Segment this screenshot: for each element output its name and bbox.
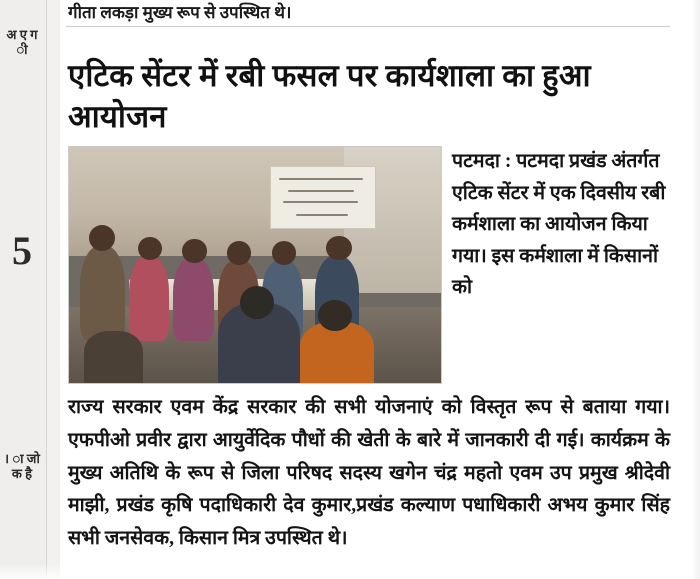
photo-person-head (182, 239, 206, 263)
article-photo (68, 146, 442, 384)
left-fragment-number: 5 (12, 228, 32, 273)
photo-foreground-head (240, 286, 273, 319)
dateline-paragraph: पटमदा : पटमदा प्रखंड अंतर्गत एटिक सेंटर में एक दिवसीय रबी कर्मशाला का आयोजन किया गया। इस कर्मशाला में किसानों को (452, 151, 666, 299)
section-divider (66, 26, 670, 27)
left-fragment-bottom: । ा जो क है (4, 451, 40, 481)
article-column (60, 0, 700, 579)
page-title: एटिक सेंटर में रबी फसल पर कार्यशाला का हुआ आयोजन (68, 57, 591, 134)
photo-person-head (326, 236, 352, 261)
photo-person-head (138, 237, 162, 261)
photo-person-head (272, 241, 296, 265)
previous-article-tail: गीता लकड़ा मुख्य रूप से उपस्थित थे। (68, 3, 292, 22)
photo-person (129, 256, 170, 341)
photo-person (173, 258, 214, 341)
photo-foreground-head (318, 300, 351, 331)
photo-foreground-person (84, 331, 144, 383)
left-fragment-top: अ ए ग ी (6, 27, 38, 57)
photo-banner (270, 166, 376, 229)
photo-person (80, 246, 125, 340)
left-margin-column (0, 0, 47, 579)
article-body: राज्य सरकार एवम केंद्र सरकार की सभी योजनाएं को विस्तृत रूप से बताया गया। एफपीओ प्रवीर द्वारा आयुर्वेदिक पौधों की खेती के बारे में जानकारी दी गई। कार्यक्रम के मुख्य अतिथि के रूप से जिला परिषद सदस्य खगेन चंद्र महतो एवम उप प्रमुख श्रीदेवी माझी, प्रखंड कृषि पदाधिकारी देव कुमार,प्रखंड कल्याण पधाधिकारी अभय कुमार सिंह सभी जनसेवक, किसान मित्र उपस्थित थे। (68, 397, 670, 549)
